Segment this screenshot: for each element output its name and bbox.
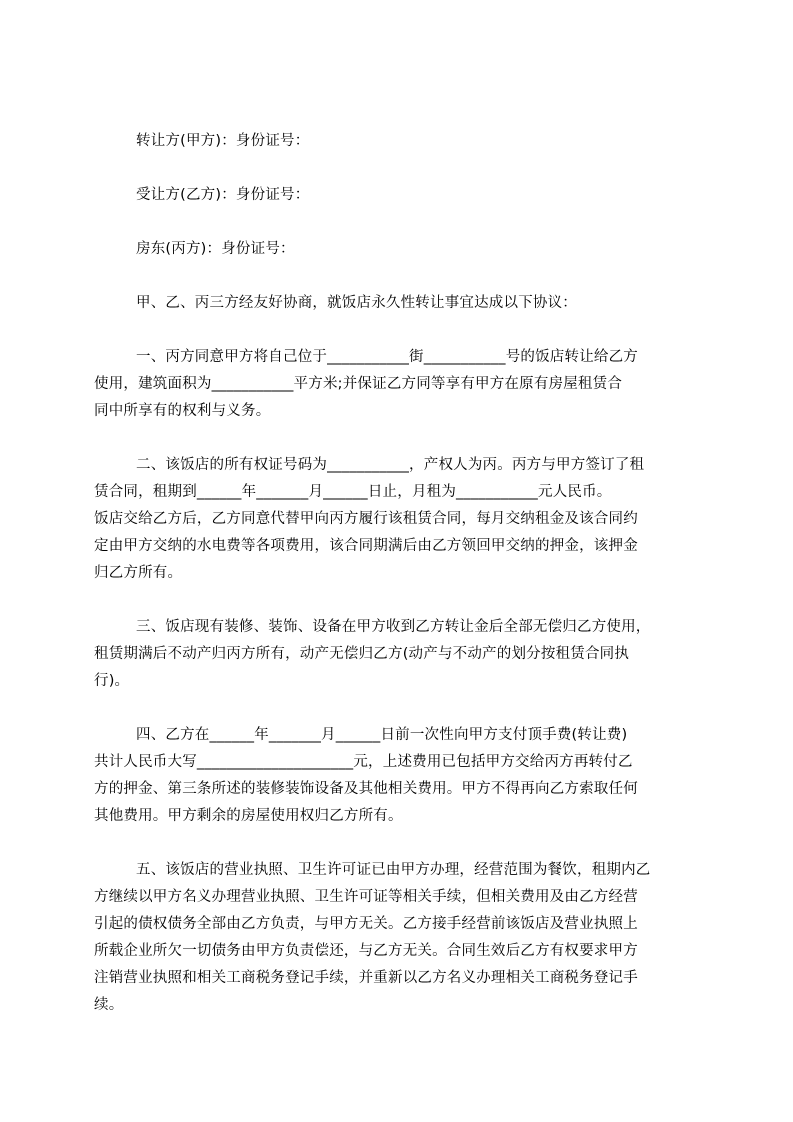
preamble-line: 甲、乙、丙三方经友好协商，就饭店永久性转让事宜达成以下协议： <box>136 295 577 311</box>
clause-5-line-4: 所载企业所欠一切债务由甲方负责偿还，与乙方无关。合同生效后乙方有权要求甲方 <box>94 943 638 959</box>
clause-1-line-3: 同中所享有的权利与义务。 <box>94 403 271 419</box>
clause-4-line-2: 共计人民币大写_____________________元，上述费用已包括甲方交给丙方再转付乙 <box>94 754 633 770</box>
party-c-line: 房东(丙方)：身份证号： <box>136 241 295 257</box>
clause-5-line-6: 续。 <box>94 997 124 1013</box>
clause-5-line-1: 五、该饭店的营业执照、卫生许可证已由甲方办理，经营范围为餐饮，租期内乙 <box>136 862 651 878</box>
clause-3-line-2: 租赁期满后不动产归丙方所有，动产无偿归乙方(动产与不动产的划分按租赁合同执 <box>94 646 630 662</box>
clause-3-line-3: 行)。 <box>94 673 130 689</box>
clause-4-line-4: 其他费用。甲方剩余的房屋使用权归乙方所有。 <box>94 808 403 824</box>
clause-3-line-1: 三、饭店现有装修、装饰、设备在甲方收到乙方转让金后全部无偿归乙方使用， <box>136 619 651 635</box>
clause-4-line-1: 四、乙方在______年_______月______日前一次性向甲方支付顶手费(转让费) <box>136 727 628 743</box>
clause-5-line-5: 注销营业执照和相关工商税务登记手续，并重新以乙方名义办理相关工商税务登记手 <box>94 970 638 986</box>
clause-2-line-1: 二、该饭店的所有权证号码为___________，产权人为丙。丙方与甲方签订了租 <box>136 457 645 473</box>
clause-5-line-3: 引起的债权债务全部由乙方负责，与甲方无关。乙方接手经营前该饭店及营业执照上 <box>94 916 638 932</box>
clause-1-line-2: 使用，建筑面积为___________平方米;并保证乙方同等享有甲方在原有房屋租赁合 <box>94 376 623 392</box>
party-b-line: 受让方(乙方)：身份证号： <box>136 187 310 203</box>
clause-2-line-3: 饭店交给乙方后，乙方同意代替甲向丙方履行该租赁合同，每月交纳租金及该合同约 <box>94 511 638 527</box>
party-a-line: 转让方(甲方)：身份证号： <box>136 133 310 149</box>
clause-2-line-4: 定由甲方交纳的水电费等各项费用，该合同期满后由乙方领回甲交纳的押金，该押金 <box>94 538 638 554</box>
clause-2-line-5: 归乙方所有。 <box>94 565 183 581</box>
clause-4-line-3: 方的押金、第三条所述的装修装饰设备及其他相关费用。甲方不得再向乙方索取任何 <box>94 781 638 797</box>
clause-2-line-2: 赁合同，租期到______年_______月______日止，月租为___________元人民币。 <box>94 484 612 500</box>
clause-5-line-2: 方继续以甲方名义办理营业执照、卫生许可证等相关手续，但相关费用及由乙方经营 <box>94 889 638 905</box>
clause-1-line-1: 一、丙方同意甲方将自己位于___________街___________号的饭店转让给乙方 <box>136 349 638 365</box>
